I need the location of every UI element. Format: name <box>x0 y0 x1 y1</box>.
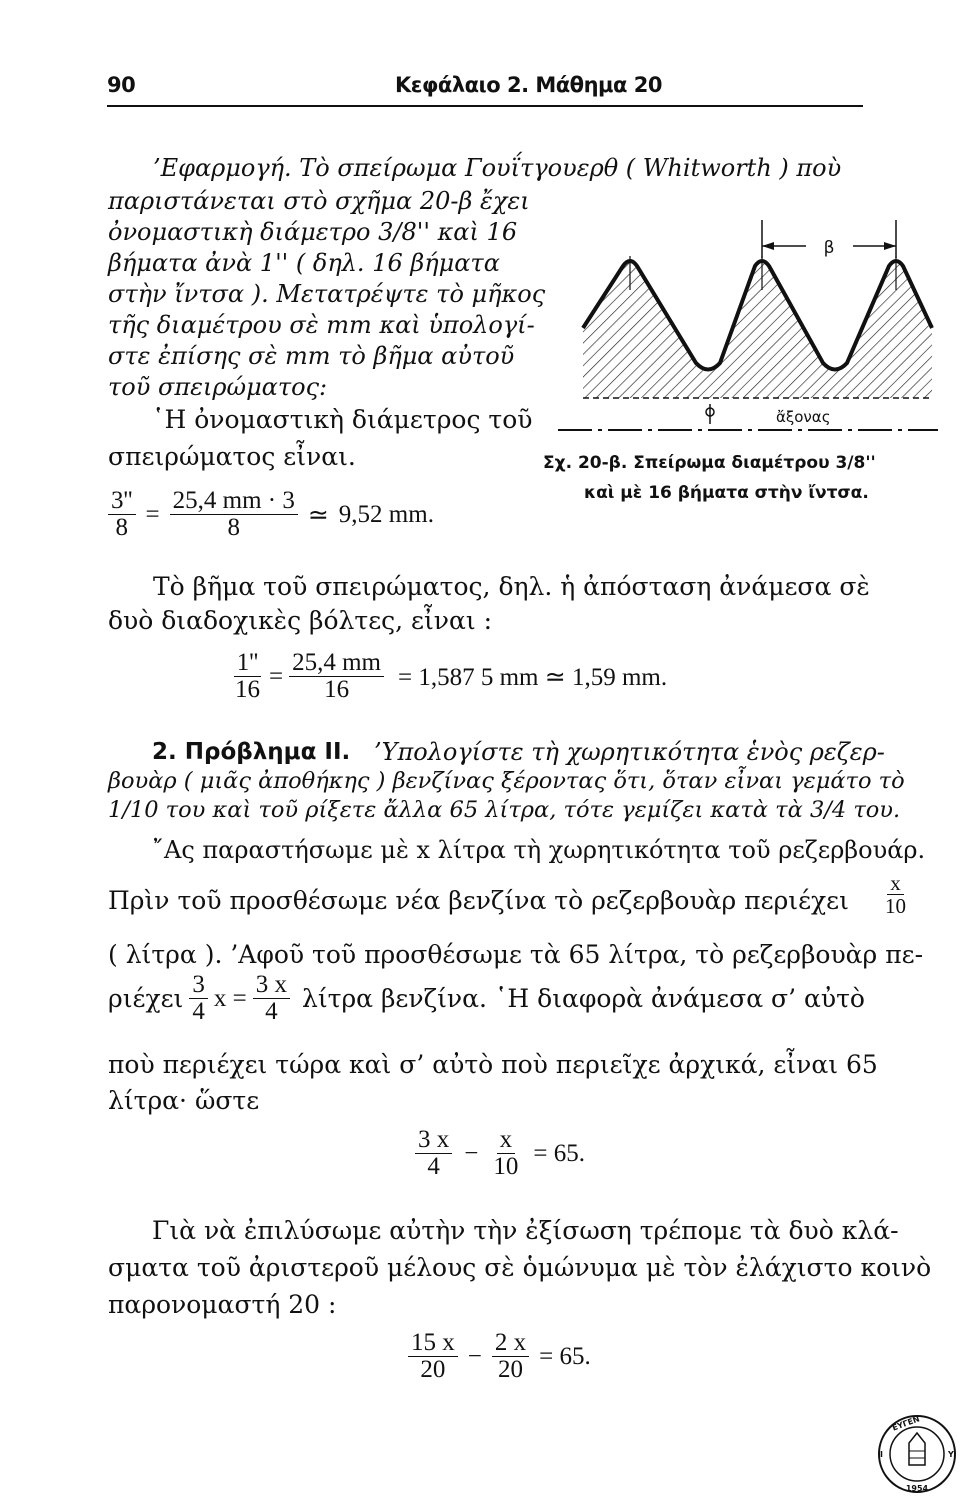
problem-line-2: βουὰρ ( μιᾶς ἀποθήκης ) βενζίνας ξέροντας ὅτι, ὅταν εἶναι γεμάτο τὸ <box>108 768 905 794</box>
eq4-n1: 15 x <box>408 1330 458 1357</box>
eq4-n2: 2 x <box>492 1330 529 1357</box>
solution-line-4 <box>108 972 865 1025</box>
equation-3 <box>415 1127 585 1180</box>
application-line-4: βήματα ἀνὰ 1'' ( δηλ. 16 βήματα <box>108 249 500 277</box>
pitch-dimension <box>762 220 896 258</box>
pitch-text-line-1: Τὸ βῆμα τοῦ σπειρώματος, δηλ. ἡ ἀπόσταση ἀνάμεσα σὲ <box>153 572 870 601</box>
svg-text:Ι: Ι <box>880 1450 883 1459</box>
solution-line-5: ποὺ περιέχει τώρα καὶ σ’ αὐτὸ ποὺ περιεῖχε ἀρχικά, εἶναι 65 <box>108 1050 878 1079</box>
eq3-d2: 10 <box>493 1153 519 1180</box>
solution-line-7: Γιὰ νὰ ἐπιλύσωμε αὐτὴν τὴν ἐξίσωση τρέπομε τὰ δυὸ κλά- <box>152 1216 899 1245</box>
solution-line-1: ῎Ας παραστήσωμε μὲ x λίτρα τὴ χωρητικότητα τοῦ ρεζερβουάρ. <box>152 836 926 864</box>
application-line-1: ’Εφαρμογή. Τὸ σπείρωμα Γουΐτγουερθ ( Whitworth ) ποὺ <box>153 154 842 182</box>
header-rule <box>107 105 863 107</box>
eq1-approx: ≃ <box>307 501 329 529</box>
application-line-3: ὀνομαστικὴ διάμετρο 3/8'' καὶ 16 <box>108 218 518 246</box>
solution-line-9: παρονομαστή 20 : <box>108 1290 337 1319</box>
line4-f1-den: 4 <box>192 998 205 1025</box>
eq3-rhs: = 65. <box>533 1139 585 1167</box>
svg-text:Υ: Υ <box>948 1450 954 1459</box>
solution-line-6: λίτρα· ὥστε <box>108 1086 260 1115</box>
eq2-num1: 1'' <box>234 650 262 677</box>
pitch-text-line-2: δυὸ διαδοχικὲς βόλτες, εἶναι : <box>108 606 493 635</box>
running-title: Κεφάλαιο 2. Μάθημα 20 <box>395 73 662 97</box>
eq2-den2: 16 <box>324 676 350 703</box>
svg-text:1954: 1954 <box>905 1484 929 1493</box>
axis-marker <box>706 404 714 424</box>
problem-line-1: ’Υπολογίστε τὴ χωρητικότητα ἑνὸς ρεζερ- <box>374 738 885 766</box>
equation-4 <box>408 1330 591 1383</box>
eq2-result: = 1,587 5 mm ≃ 1,59 mm. <box>398 663 668 691</box>
line4-post: λίτρα βενζίνα. ῾Η διαφορὰ ἀνάμεσα σ’ αὐτὸ <box>301 983 865 1013</box>
thread-figure <box>548 208 938 440</box>
problem-title: 2. Πρόβλημα ΙΙ. <box>152 739 351 765</box>
eq1-mid-num: 25,4 mm · 3 <box>170 488 298 515</box>
eq2-num2: 25,4 mm <box>289 650 384 677</box>
diameter-line-2: σπειρώματος εἶναι. <box>108 442 356 471</box>
axis-label: ἄξονας <box>776 408 831 426</box>
page-number: 90 <box>107 73 136 97</box>
eq2-equals: = <box>269 662 284 690</box>
application-line-6: τῆς διαμέτρου σὲ mm καὶ ὑπολογί- <box>108 311 535 339</box>
svg-text:ΕΥΓΕΝ: ΕΥΓΕΝ <box>890 1414 921 1433</box>
line4-x: x = <box>213 984 247 1012</box>
solution-line-2: Πρὶν τοῦ προσθέσωμε νέα βενζίνα τὸ ρεζερβουὰρ περιέχει <box>108 886 849 915</box>
application-line-5: στὴν ἴντσα ). Μετατρέψτε τὸ μῆκος <box>108 280 546 308</box>
eq1-result: 9,52 mm. <box>338 500 434 528</box>
solution-line-3: ( λίτρα ). ’Αφοῦ τοῦ προσθέσωμε τὰ 65 λίτρα, τὸ ρεζερβουὰρ πε- <box>108 940 924 969</box>
eq3-minus: − <box>464 1139 479 1167</box>
eq4-d1: 20 <box>420 1356 446 1383</box>
line2-frac-den: 10 <box>885 894 906 918</box>
eq4-rhs: = 65. <box>539 1342 591 1370</box>
line4-pre: ριέχει <box>108 983 184 1013</box>
eq1-equals: = <box>145 500 160 528</box>
line4-f2-den: 4 <box>265 998 278 1025</box>
solution-line-2-fraction <box>882 872 909 917</box>
diameter-line-1: ῾Η ὀνομαστικὴ διάμετρος τοῦ <box>152 405 533 434</box>
library-stamp <box>876 1413 958 1495</box>
line2-frac-num: x <box>887 872 904 895</box>
solution-line-8: σματα τοῦ ἀριστεροῦ μέλους σὲ ὁμώνυμα μὲ τὸν ἐλάχιστο κοινὸ <box>108 1253 932 1282</box>
eq4-minus: − <box>467 1342 482 1370</box>
application-line-8: τοῦ σπειρώματος: <box>108 373 328 401</box>
application-line-7: στε ἐπίσης σὲ mm τὸ βῆμα αὐτοῦ <box>108 342 515 370</box>
eq3-n1: 3 x <box>415 1127 452 1154</box>
eq1-lhs-den: 8 <box>115 514 128 541</box>
line4-f2-num: 3 x <box>253 972 290 999</box>
equation-pitch <box>232 650 667 703</box>
figure-caption-line-2: καὶ μὲ 16 βήματα στὴν ἴντσα. <box>584 483 869 503</box>
pitch-label: β <box>823 238 835 258</box>
eq1-mid-den: 8 <box>227 514 240 541</box>
line4-f1-num: 3 <box>189 972 208 999</box>
eq4-d2: 20 <box>497 1356 523 1383</box>
figure-caption-line-1: Σχ. 20-β. Σπείρωμα διαμέτρου 3/8'' <box>543 453 876 473</box>
eq2-den1: 16 <box>235 676 260 703</box>
problem-line-3: 1/10 του καὶ τοῦ ρίξετε ἄλλα 65 λίτρα, τότε γεμίζει κατὰ τὰ 3/4 του. <box>108 797 901 823</box>
eq1-lhs-num: 3'' <box>108 488 136 515</box>
application-line-2: παριστάνεται στὸ σχῆμα 20-β ἔχει <box>108 187 530 215</box>
eq3-n2: x <box>497 1127 516 1154</box>
equation-diameter <box>108 488 434 541</box>
eq3-d1: 4 <box>427 1153 440 1180</box>
